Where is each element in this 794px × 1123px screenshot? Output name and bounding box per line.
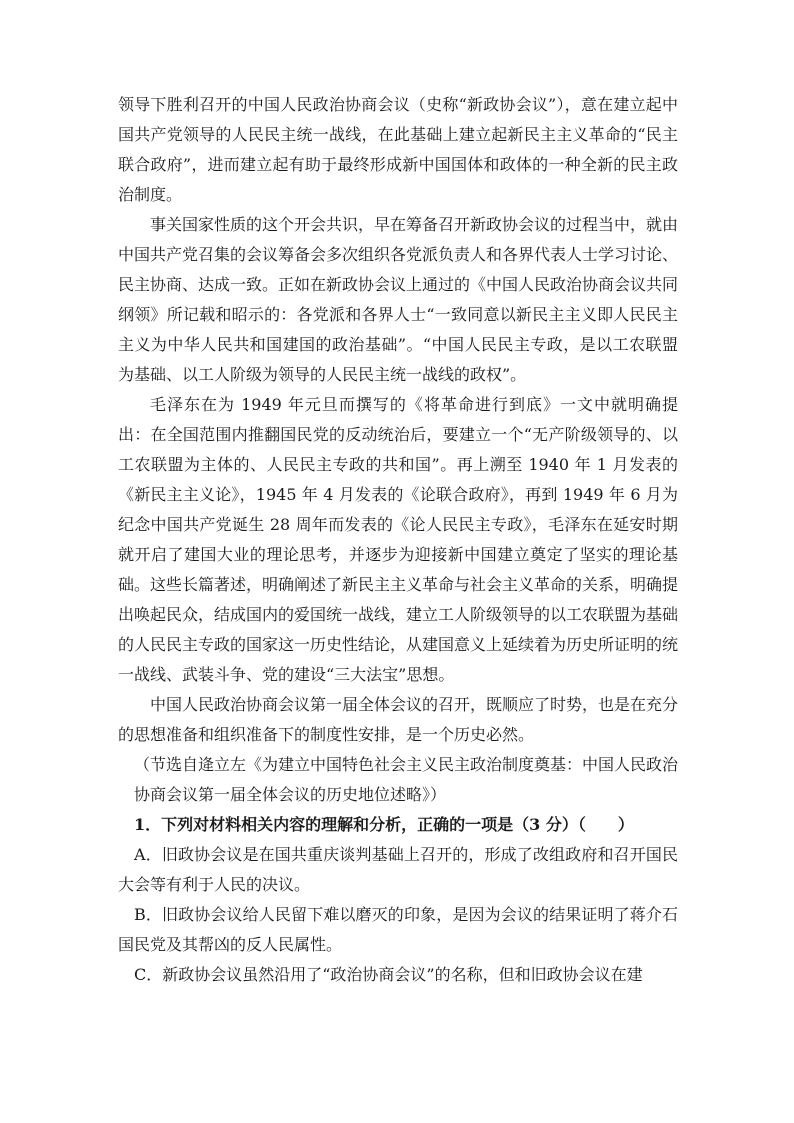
paragraph-3: 毛泽东在为 1949 年元旦而撰写的《将革命进行到底》一文中就明确提出：在全国范围内推翻国民党的反动统治后，要建立一个“无产阶级领导的、以工农联盟为主体的、人民民主专政的共和国”。再上溯至 1940 年 1 月发表的《新民主主义论》，1945 年 4 月发表的《论联合政府》，再到 1949 年 6 月为纪念中国共产党诞生 28 周年而发表的《论人民民主专政》，毛泽东在延安时期就开启了建国大业的理论思考，并逐步为迎接新中国建立奠定了坚实的理论基础。这些长篇著述，明确阐述了新民主主义革命与社会主义革命的关系，明确提出唤起民众，结成国内的爱国统一战线，建立工人阶级领导的以工农联盟为基础的人民民主专政的国家这一历史性结论，从建国意义上延续着为历史所证明的统一战线、武装斗争、党的建设“三大法宝”思想。 (118, 395, 679, 684)
paragraph-1: 领导下胜利召开的中国人民政治协商会议（史称“新政协会议”），意在建立起中国共产党领导的人民民主统一战线，在此基础上建立起新民主主义革命的“民主联合政府”，进而建立起有助于最终形成新中国国体和政体的一种全新的民主政治制度。 (118, 95, 678, 204)
option-a: A．旧政协会议是在国共重庆谈判基础上召开的，形成了改组政府和召开国民大会等有利于人民的决议。 (118, 845, 678, 894)
paragraph-4: 中国人民政治协商会议第一届全体会议的召开，既顺应了时势，也是在充分的思想准备和组织准备下的制度性安排，是一个历史必然。 (118, 695, 679, 744)
source-citation: （节选自逄立左《为建立中国特色社会主义民主政治制度奠基：中国人民政治协商会议第一届全体会议的历史地位述略》） (134, 755, 679, 804)
question-stem: 1．下列对材料相关内容的理解和分析，正确的一项是（3 分）（ ） (134, 815, 634, 834)
paragraph-2: 事关国家性质的这个开会共识，早在筹备召开新政协会议的过程当中，就由中国共产党召集的会议筹备会多次组织各党派负责人和各界代表人士学习讨论、民主协商、达成一致。正如在新政协会议上通过的《中国人民政治协商会议共同纲领》所记载和昭示的：各党派和各界人士“一致同意以新民主主义即人民民主主义为中华人民共和国建国的政治基础”。“中国人民民主专政，是以工农联盟为基础、以工人阶级为领导的人民民主统一战线的政权”。 (118, 215, 679, 384)
option-b: B．旧政协会议给人民留下难以磨灭的印象，是因为会议的结果证明了蒋介石国民党及其帮凶的反人民属性。 (118, 905, 678, 954)
option-c: C．新政协会议虽然沿用了“政治协商会议”的名称，但和旧政协会议在建 (134, 965, 643, 984)
document-page (118, 90, 678, 990)
